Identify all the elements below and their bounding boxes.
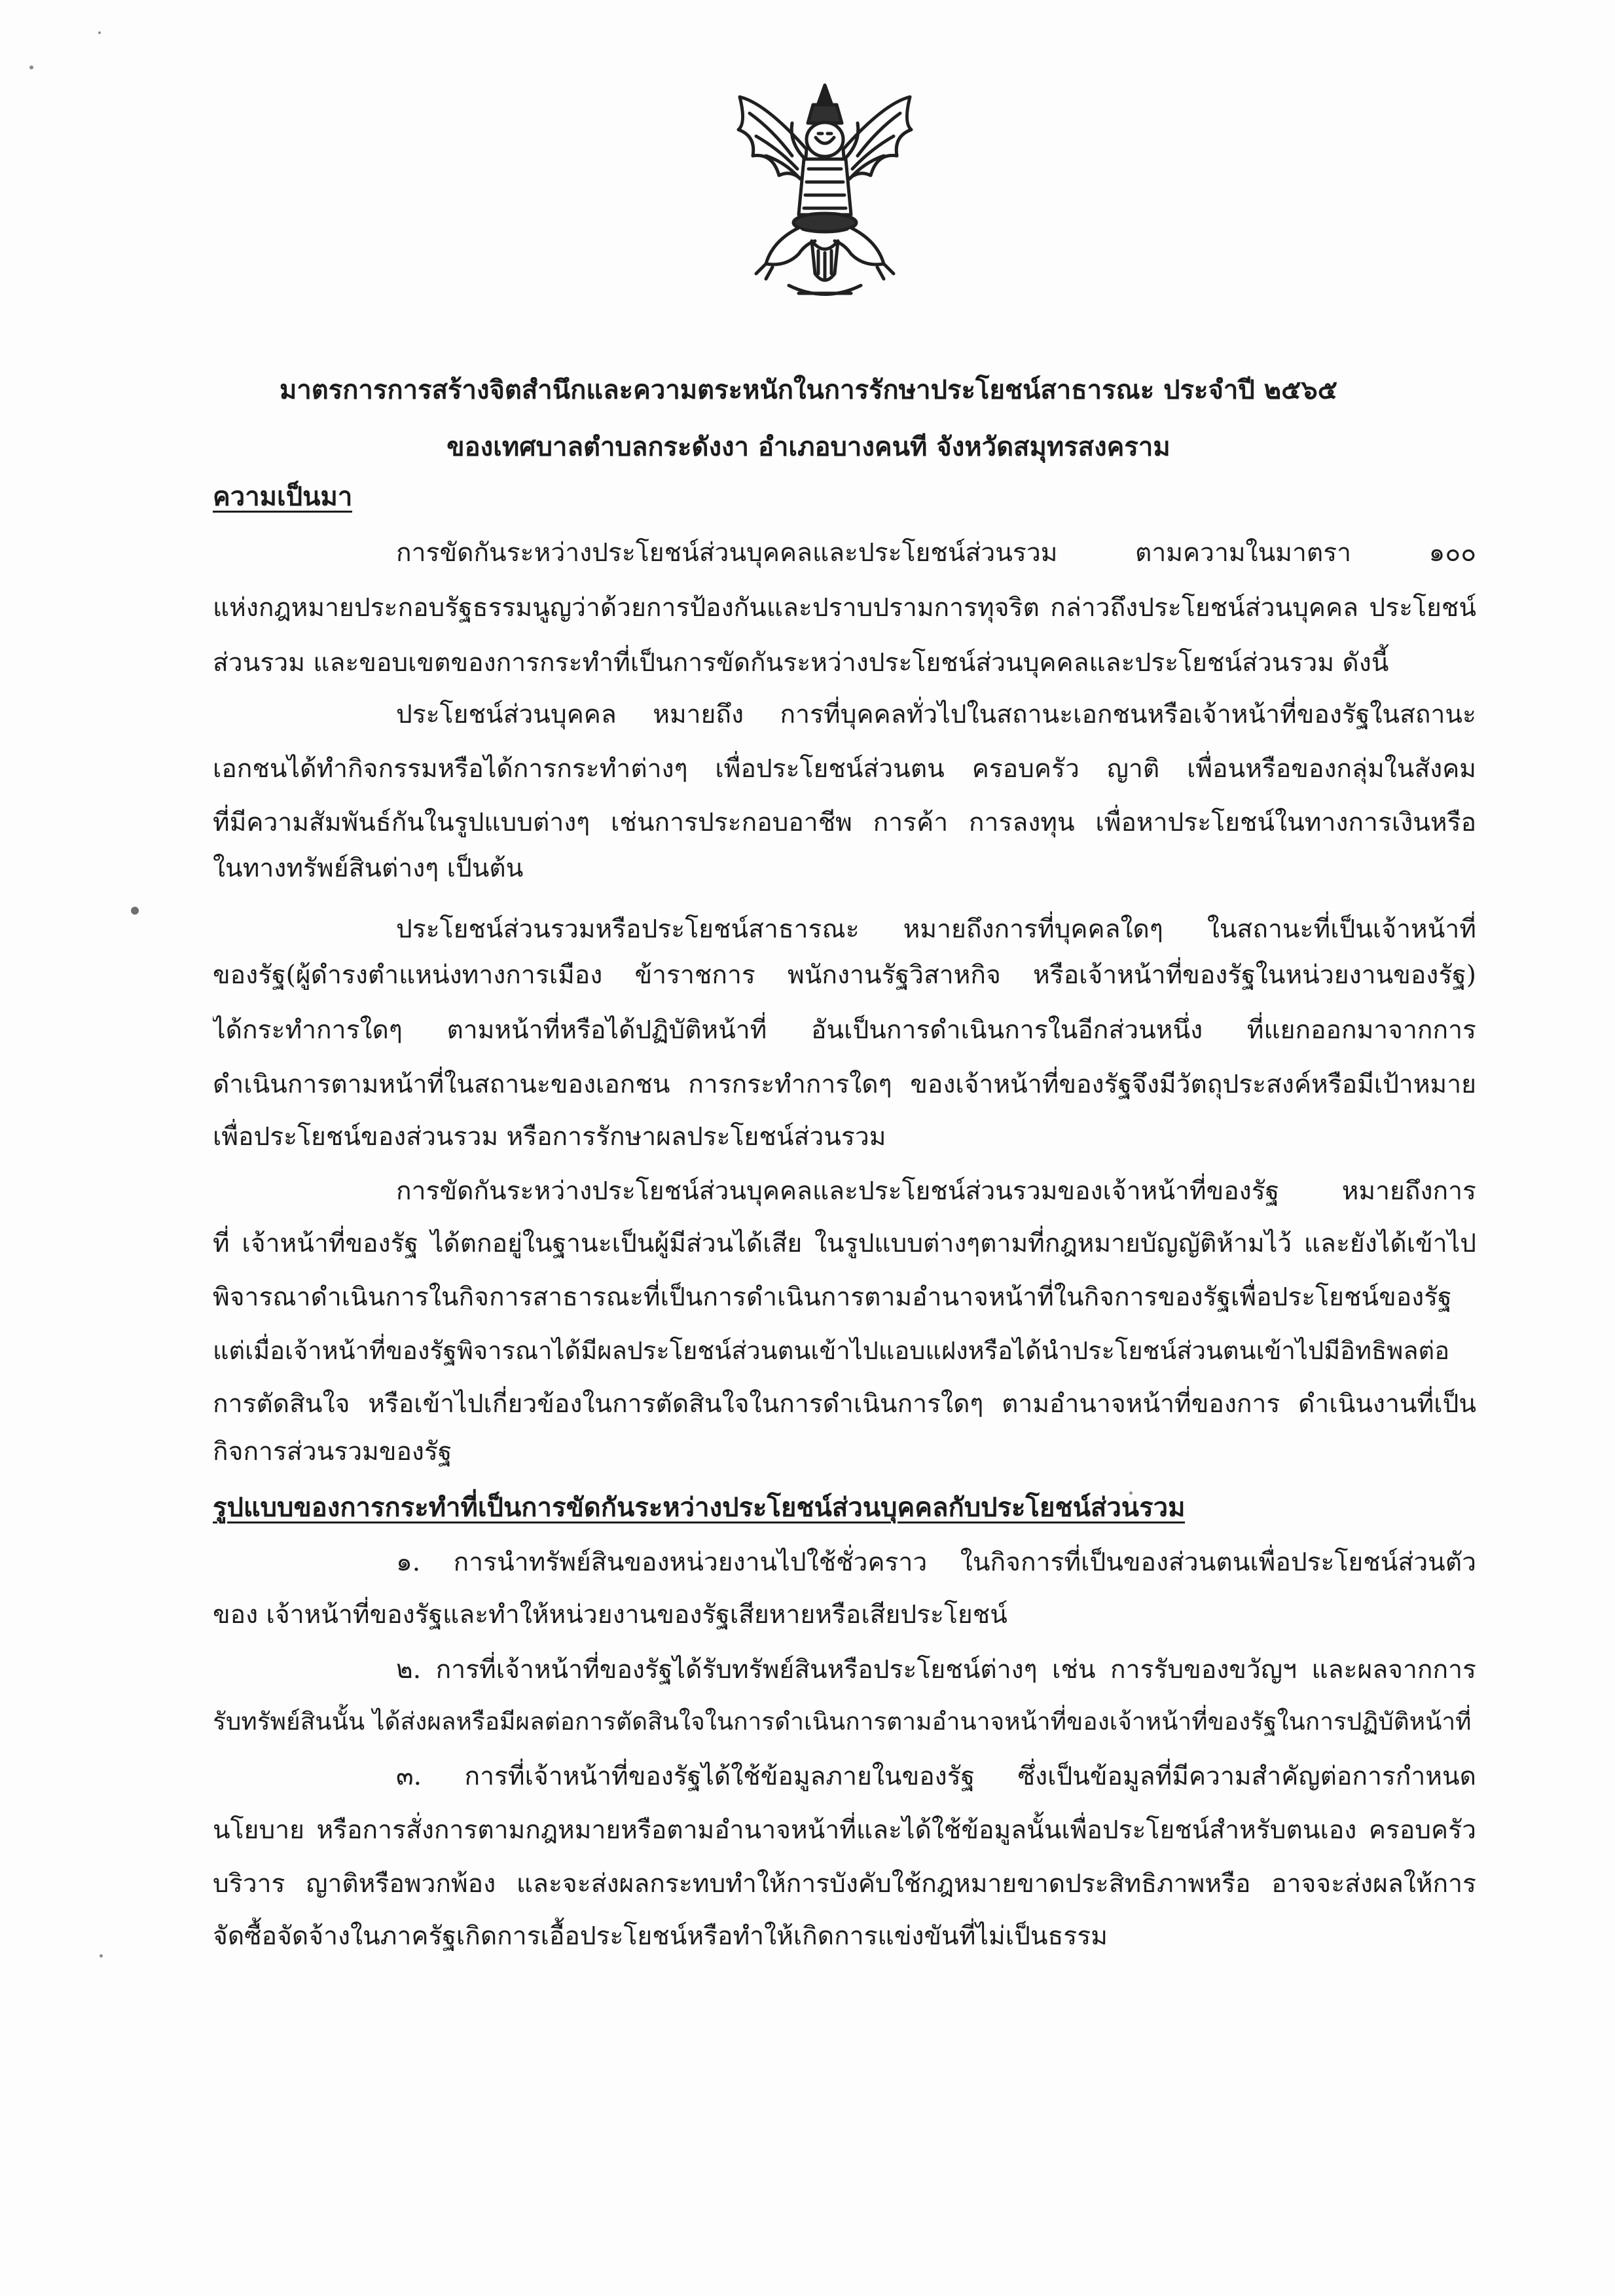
paragraph-line: ดำเนินการตามหน้าที่ในสถานะของเอกชน การกระทำการใดๆ ของเจ้าหน้าที่ของรัฐจึงมีวัตถุประสงค์หรือมีเป้าหมาย [213,1070,1476,1099]
paragraph-line: ของรัฐ(ผู้ดำรงตำแหน่งทางการเมือง ข้าราชการ พนักงานรัฐวิสาหกิจ หรือเจ้าหน้าที่ของรัฐในหน่วยงานของรัฐ) [213,960,1476,990]
paragraph-line: ในทางทรัพย์สินต่างๆ เป็นต้น [213,854,524,883]
paragraph-line: ประโยชน์ส่วนรวมหรือประโยชน์สาธารณะ หมายถึงการที่บุคคลใดๆ ในสถานะที่เป็นเจ้าหน้าที่ [396,915,1476,944]
scan-speck [29,65,33,69]
paragraph-line: กิจการส่วนรวมของรัฐ [213,1437,452,1467]
document-title: มาตรการการสร้างจิตสำนึกและความตระหนักในการรักษาประโยชน์สาธารณะ ประจำปี ๒๕๖๕ [279,374,1338,405]
paragraph-line: ส่วนรวม และขอบเขตของการกระทำที่เป็นการขัดกันระหว่างประโยชน์ส่วนบุคคลและประโยชน์ส่วนรวม ดังนี้ [213,648,1389,678]
paragraph-line: เพื่อประโยชน์ของส่วนรวม หรือการรักษาผลประโยชน์ส่วนรวม [213,1122,886,1152]
list-item-line: รับทรัพย์สินนั้น ได้ส่งผลหรือมีผลต่อการตัดสินใจในการดำเนินการตามอำนาจหน้าที่ของเจ้าหน้าที่ของรัฐในการปฏิบัติหน้าที่ [213,1707,1472,1736]
list-item-line: ของ เจ้าหน้าที่ของรัฐและทำให้หน่วยงานของรัฐเสียหายหรือเสียประโยชน์ [213,1600,1007,1630]
paragraph-line: ที่ เจ้าหน้าที่ของรัฐ ได้ตกอยู่ในฐานะเป็นผู้มีส่วนได้เสีย ในรูปแบบต่างๆตามที่กฎหมายบัญญัติห้ามไว้ และยังได้เข้าไป [213,1229,1476,1258]
list-item-line: ๑. การนำทรัพย์สินของหน่วยงานไปใช้ชั่วคราว ในกิจการที่เป็นของส่วนตนเพื่อประโยชน์ส่วนตัว [396,1548,1476,1577]
paragraph-line: แห่งกฎหมายประกอบรัฐธรรมนูญว่าด้วยการป้องกันและปราบปรามการทุจริต กล่าวถึงประโยชน์ส่วนบุคคล ประโยชน์ [213,593,1476,623]
paragraph-line: ที่มีความสัมพันธ์กันในรูปแบบต่างๆ เช่นการประกอบอาชีพ การค้า การลงทุน เพื่อหาประโยชน์ในทางการเงินหรือ [213,808,1476,837]
garuda-emblem-icon [727,77,923,306]
paragraph-line: การตัดสินใจ หรือเข้าไปเกี่ยวข้องในการตัดสินใจในการดำเนินการใดๆ ตามอำนาจหน้าที่ของการ ดำเนินงานที่เป็น [213,1389,1476,1419]
document-subtitle: ของเทศบาลตำบลกระดังงา อำเภอบางคนที จังหวัดสมุทรสงคราม [446,431,1170,462]
paragraph-line: เอกชนได้ทำกิจกรรมหรือได้การกระทำต่างๆ เพื่อประโยชน์ส่วนตน ครอบครัว ญาติ เพื่อนหรือของกลุ่มในสังคม [213,754,1476,784]
paragraph-line: การขัดกันระหว่างประโยชน์ส่วนบุคคลและประโยชน์ส่วนรวม ตามความในมาตรา ๑๐๐ [396,538,1476,568]
scan-speck [98,31,101,34]
paragraph-line: การขัดกันระหว่างประโยชน์ส่วนบุคคลและประโยชน์ส่วนรวมของเจ้าหน้าที่ของรัฐ หมายถึงการ [396,1176,1476,1206]
list-item-line: นโยบาย หรือการสั่งการตามกฎหมายหรือตามอำนาจหน้าที่และได้ใช้ข้อมูลนั้นเพื่อประโยชน์สำหรับตนเอง ครอบครัว [213,1815,1476,1845]
list-item-line: บริวาร ญาติหรือพวกพ้อง และจะส่งผลกระทบทำให้การบังคับใช้กฎหมายขาดประสิทธิภาพหรือ อาจจะส่งผลให้การ [213,1869,1476,1899]
paragraph-line: พิจารณาดำเนินการในกิจการสาธารณะที่เป็นการดำเนินการตามอำนาจหน้าที่ในกิจการของรัฐเพื่อประโยชน์ของรัฐ [213,1283,1452,1312]
paragraph-line: แต่เมื่อเจ้าหน้าที่ของรัฐพิจารณาได้มีผลประโยชน์ส่วนตนเข้าไปแอบแฝงหรือได้นำประโยชน์ส่วนตนเข้าไปมีอิทธิพลต่อ [213,1336,1450,1365]
scan-speck [131,907,139,915]
scan-speck [100,1954,103,1958]
section-heading-forms: รูปแบบของการกระทำที่เป็นการขัดกันระหว่างประโยชน์ส่วนบุคคลกับประโยชน์ส่วนรวม [213,1492,1186,1523]
paragraph-line: ประโยชน์ส่วนบุคคล หมายถึง การที่บุคคลทั่วไปในสถานะเอกชนหรือเจ้าหน้าที่ของรัฐในสถานะ [396,700,1476,729]
paragraph-line: ได้กระทำการใดๆ ตามหน้าที่หรือได้ปฏิบัติหน้าที่ อันเป็นการดำเนินการในอีกส่วนหนึ่ง ที่แยกออกมาจากการ [213,1015,1476,1045]
list-item-line: ๓. การที่เจ้าหน้าที่ของรัฐได้ใช้ข้อมูลภายในของรัฐ ซึ่งเป็นข้อมูลที่มีความสำคัญต่อการกำหนด [396,1762,1476,1791]
list-item-line: จัดซื้อจัดจ้างในภาครัฐเกิดการเอื้อประโยชน์หรือทำให้เกิดการแข่งขันที่ไม่เป็นธรรม [213,1922,1108,1951]
list-item-line: ๒. การที่เจ้าหน้าที่ของรัฐได้รับทรัพย์สินหรือประโยชน์ต่างๆ เช่น การรับของขวัญฯ และผลจากการ [396,1655,1476,1685]
section-heading-background: ความเป็นมา [213,481,353,512]
